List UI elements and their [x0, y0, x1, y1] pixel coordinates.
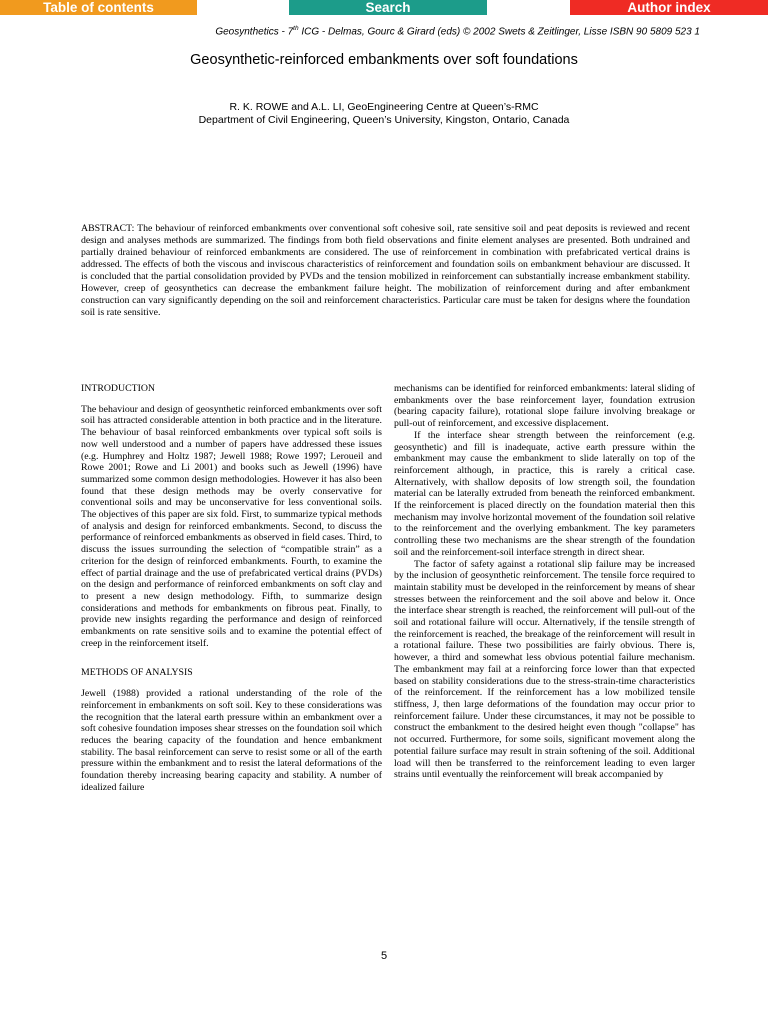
affiliation-line: Department of Civil Engineering, Queen’s University, Kingston, Ontario, Canada	[198, 114, 570, 126]
abstract: ABSTRACT: The behaviour of reinforced embankments over conventional soft cohesive soil, rate sensitive soil and peat deposits is reviewed and recent design and analyses methods are summarized. The findings from both field observations and finite element analyses are presented. Both undrained and partially drained behaviour of reinforced embankments are considered. The use of reinforcement in combination with prefabricated vertical drains is addressed. The effects of both the viscous and inviscous characteristics of reinforcement and foundation soils on embankment behaviour are discussed. It is concluded that the partial consolidation provided by PVDs and the tension mobilized in reinforcement can substantially increase embankment stability. However, creep of geosynthetics can decrease the embankment failure height. The mobilization of reinforcement during and after embankment construction can vary significantly depending on the soil and reinforcement characteristics. Particular care must be taken for designs where the foundation soil is rate sensitive.	[81, 223, 690, 318]
introduction-paragraph: The behaviour and design of geosynthetic reinforced embankments over soft soil has attracted considerable attention in both practice and in the literature. The behaviour of basal reinforced embankments over typical soft soils is now well understood and a number of papers have addressed these issues (e.g. Humphrey and Holtz 1987; Jewell 1988; Rowe 1997; Leroueil and Rowe 2001; Rowe and Li 2001) and books such as Jewell (1996) have summarized some common design methodologies. However it has also been found that these design methods may be overly conservative for conventional soils and may be unconservative for less conventional soils. The objectives of this paper are six fold. First, to summarize typical methods of analysis and design for reinforced embankments. Second, to discuss the performance of reinforced embankments as observed in field cases. Third, to discuss the issues surrounding the selection of “compatible strain” as a criterion for the design of reinforced embankments. Fourth, to examine the effect of partial drainage and the use of prefabricated vertical drains (PVDs) on the design and performance of reinforced embankments on soft clay and to present a new design methodology. Fifth, to summarize design considerations and methods for embankments on fibrous peat. Finally, to provide new insights regarding the performance and design of reinforced embankments on rate sensitive soils and to examine the potential effect of creep in the reinforcement itself.	[81, 403, 382, 649]
table-of-contents-button[interactable]: Table of contents	[0, 0, 197, 15]
header-text-pre: Geosynthetics - 7	[215, 26, 294, 38]
right-paragraph-2: If the interface shear strength between the reinforcement (e.g. geosynthetic) and fill is inadequate, active earth pressure within the embankment may cause the embankment to slide laterally on top of the reinforcement although, in practice, this is rarely a critical case. Alternatively, with shallow deposits of low strength soil, the foundation material can be laterally extruded from beneath the reinforced embankment. If the reinforcement is placed directly on the foundation material then this mechanism may involve horizontal movement of the foundation soil relative to the reinforcement and the overlying embankment. The key parameters controlling these two mechanisms are the shear strength of the foundation soil and the reinforcement-soil interface strength in direct shear.	[394, 429, 695, 558]
header-text-sup: th	[293, 25, 299, 32]
left-column	[81, 383, 382, 794]
introduction-heading: INTRODUCTION	[81, 383, 156, 394]
paper-title: Geosynthetic-reinforced embankments over soft foundations	[190, 52, 578, 68]
navigation-bar	[0, 0, 768, 15]
methods-paragraph: Jewell (1988) provided a rational understanding of the role of the reinforcement in embankments on soft soil. Key to these considerations was the recognition that the lateral earth pressure within an embankment over a soft cohesive foundation imposes shear stresses on the foundation soil which reduces the bearing capacity of the foundation and hence embankment stability. The basal reinforcement can serve to resist some or all of the earth pressure within the embankment and to resist the lateral deformations of the foundation thereby increasing bearing capacity and stability. A number of idealized failure	[81, 688, 382, 793]
right-paragraph-1: mechanisms can be identified for reinforced embankments: lateral sliding of embankments over the base reinforcement layer, foundation extrusion (bearing capacity failure), rotational slope failure involving breakage or pull-out of reinforcement, and excessive displacement.	[394, 383, 695, 430]
methods-heading: METHODS OF ANALYSIS	[81, 667, 193, 679]
running-header	[0, 25, 700, 37]
right-paragraph-3: The factor of safety against a rotational slip failure may be increased by the inclusion of geosynthetic reinforcement. The tensile force required to maintain stability must be developed in the reinforcement by means of shear stresses between the reinforcement and the soil above and below it. Once the interface shear strength is reached, the reinforcement will pull-out of the soil and rotational failure will occur. Alternatively, if the tensile strength of the reinforcement is reached, the breakage of the reinforcement will result in a rotational failure. These two possibilities are fairly obvious. There is, however, a third and somewhat less obvious potential failure mechanism. The embankment may fail at a reinforcing force lower than that expected based on stability considerations due to the stress-strain-time characteristics of the reinforcement. If the reinforcement has a low mobilized tensile stiffness, J, then large deformations of the foundation may occur prior to reinforcement failure. Under these circumstances, it may not be possible to construct the embankment to the desired height even though "collapse" has not occurred. Furthermore, for some soils, significant movement along the potential failure surface may result in strain softening of the soil. Additional load will then be transferred to the reinforcement leading to even larger strains until eventually the reinforcement will break accompanied by	[394, 558, 695, 781]
authors-line: R. K. ROWE and A.L. LI, GeoEngineering Centre at Queen’s-RMC	[229, 101, 539, 113]
author-index-button[interactable]: Author index	[570, 0, 768, 15]
page-number: 5	[380, 950, 388, 962]
right-column	[394, 383, 695, 781]
header-text-post: ICG - Delmas, Gourc & Girard (eds) © 2002 Swets & Zeitlinger, Lisse ISBN 90 5809 523 1	[298, 26, 700, 38]
search-button[interactable]: Search	[289, 0, 487, 15]
